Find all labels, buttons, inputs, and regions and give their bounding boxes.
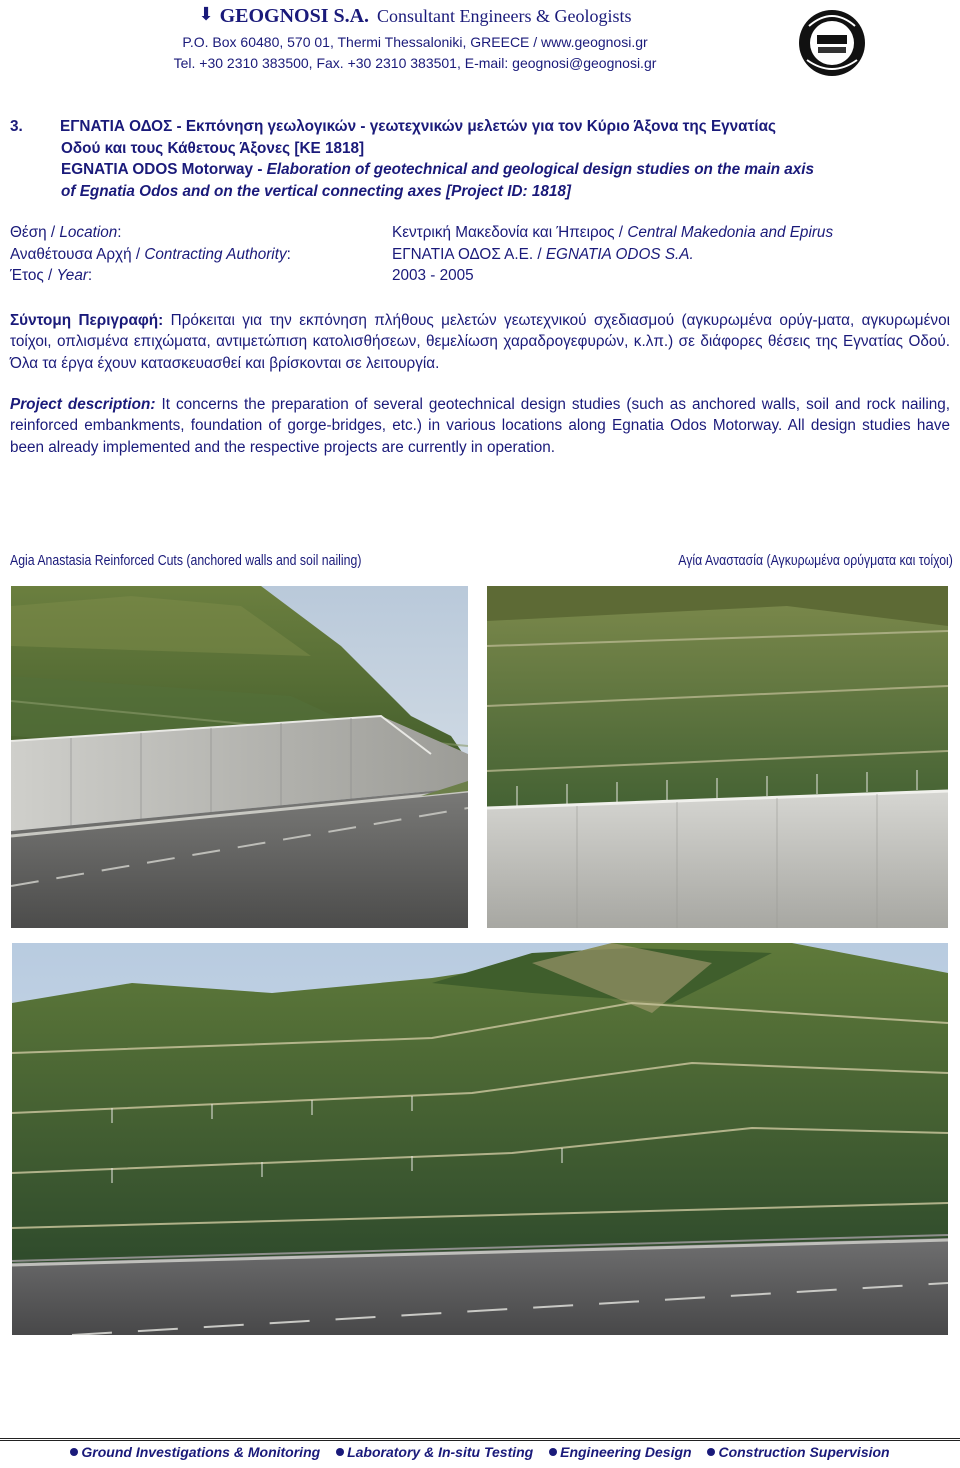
year-value: 2003 - 2005 [392, 267, 474, 284]
english-description-text: It concerns the preparation of several geotechnical design studies (such as anchored walls, soil and rock nailing, reinforced embankments, foundation of gorge-bridges, etc.) in various locations along Egnatia Odos Motorway. All design studies have been already implemented and the respective projects are currently in operation. [10, 396, 950, 456]
english-description [10, 394, 950, 458]
bullet-icon [549, 1448, 557, 1456]
location-label-gr: Θέση / [10, 224, 60, 241]
authority-row [10, 246, 950, 268]
footer-rule-top [0, 1438, 960, 1439]
title-english-line1 [61, 159, 955, 181]
address-line: P.O. Box 60480, 570 01, Thermi Thessaloniki, GREECE / www.geognosi.gr [182, 34, 648, 50]
project-number: 3. [10, 118, 23, 135]
footer-item [336, 1444, 533, 1460]
year-label [10, 267, 92, 285]
authority-value [392, 246, 694, 264]
arrow-down-icon: ⬇ [198, 4, 214, 25]
services-footer [0, 1444, 960, 1460]
greek-description [10, 310, 950, 374]
authority-label [10, 246, 291, 264]
greek-description-text: Πρόκειται για την εκπόνηση πλήθους μελετών γεωτεχνικού σχεδιασμού (αγκυρωμένα ορύγ-ματα, αγκυρωμένοι τοίχοι, οπλισμένα επιχώματα, αντιμετώπιση κατολισθήσεων, θεμελίωση χαραδρογεφυρών, κ.λπ.) σε διάφορες θέσεις της Εγνατίας Οδού. Όλα τα έργα έχουν κατασκευασθεί και βρίσκονται σε λειτουργία. [10, 312, 950, 372]
company-line [0, 4, 830, 28]
colon: : [286, 245, 291, 263]
bullet-icon [336, 1448, 344, 1456]
title-english-italic: Elaboration of geotechnical and geological design studies on the main axis [266, 161, 815, 178]
location-value-gr: Κεντρική Μακεδονία και Ήπειρος / [392, 224, 628, 241]
company-name: GEOGNOSI S.A. [219, 5, 370, 27]
contact-line: Tel. +30 2310 383500, Fax. +30 2310 383501, E-mail: geognosi@geognosi.gr [173, 55, 657, 71]
location-label-en: Location [59, 224, 118, 241]
footer-item [549, 1444, 691, 1460]
footer-item-label: Laboratory & In-situ Testing [347, 1444, 534, 1460]
title-greek-line2: Οδού και τους Κάθετους Άξονες [ΚΕ 1818] [61, 139, 365, 157]
year-label-en: Year [56, 267, 88, 284]
location-value-en: Central Makedonia and Epirus [627, 224, 834, 241]
colon: : [87, 267, 93, 284]
authority-value-gr: ΕΓΝΑΤΙΑ ΟΔΟΣ Α.Ε. / [392, 245, 546, 263]
title-english-bold: EGNATIA ODOS Motorway - [61, 161, 267, 178]
authority-label-gr: Αναθέτουσα Αρχή / [10, 245, 145, 263]
footer-item-label: Construction Supervision [718, 1444, 890, 1460]
company-subtitle: Consultant Engineers & Geologists [377, 6, 632, 26]
bullet-icon [70, 1448, 78, 1456]
project-details [10, 224, 950, 289]
greek-description-label: Σύντομη Περιγραφή: [10, 312, 164, 329]
english-description-label: Project description: [10, 396, 156, 413]
title-english-line2: of Egnatia Odos and on the vertical connecting axes [Project ID: 1818] [61, 182, 572, 200]
bullet-icon [707, 1448, 715, 1456]
photo-terraced-slopes-panorama [12, 943, 948, 1335]
caption-english: Agia Anastasia Reinforced Cuts (anchored walls and soil nailing) [10, 552, 362, 569]
year-row [10, 267, 950, 289]
footer-item-label: Engineering Design [560, 1444, 692, 1460]
location-value [392, 224, 833, 242]
footer-item [70, 1444, 320, 1460]
colon: : [117, 224, 122, 241]
year-label-gr: Έτος / [10, 267, 57, 284]
authority-label-en: Contracting Authority [144, 245, 287, 263]
authority-value-en: EGNATIA ODOS S.A. [545, 245, 694, 263]
letterhead [0, 0, 960, 80]
location-row [10, 224, 950, 246]
caption-greek: Αγία Αναστασία (Αγκυρωμένα ορύγματα και τοίχοι) [678, 552, 953, 569]
photo-anchored-wall-road [11, 586, 468, 928]
location-label [10, 224, 122, 242]
footer-rule-bottom [0, 1440, 960, 1441]
certification-seal-icon [797, 8, 867, 78]
photo-terraced-slope-wall [487, 586, 948, 928]
project-title [10, 116, 955, 202]
title-greek-line1: ΕΓΝΑΤΙΑ ΟΔΟΣ - Εκπόνηση γεωλογικών - γεωτεχνικών μελετών για τον Κύριο Άξονα της Εγνατίας [60, 118, 777, 135]
footer-item [707, 1444, 889, 1460]
footer-item-label: Ground Investigations & Monitoring [81, 1444, 321, 1460]
